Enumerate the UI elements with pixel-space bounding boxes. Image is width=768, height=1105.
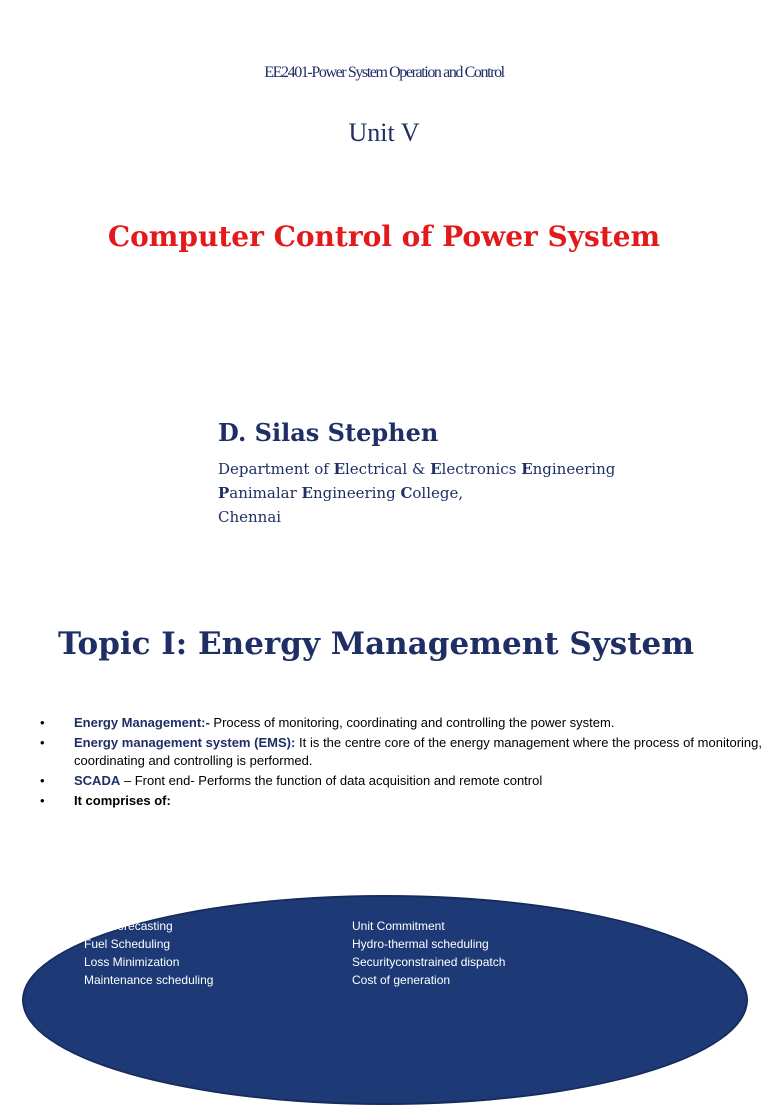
bullet-list xyxy=(40,714,762,812)
unit-heading: Unit V xyxy=(348,118,420,147)
dept-initial-1: E xyxy=(333,460,345,478)
bullet-item-energy-management xyxy=(40,714,762,732)
dept-text-1: Department of xyxy=(218,460,334,478)
function-item: Unit Commitment xyxy=(352,919,445,933)
bullet-item-scada xyxy=(40,772,762,790)
ellipse-left-column xyxy=(84,917,213,989)
bullet-text: It is the centre core of the energy management where the process of monitoring, coordinating and controlling is performed. xyxy=(74,735,762,768)
college-text-3: ollege, xyxy=(412,484,464,502)
author-name: D. Silas Stephen xyxy=(218,418,439,447)
college-text-1: animalar xyxy=(229,484,302,502)
bullet-item-comprises xyxy=(40,792,762,810)
function-item: Load forecasting xyxy=(84,919,173,933)
bullet-dot-icon: • xyxy=(40,773,45,788)
bullet-term: SCADA xyxy=(74,773,121,788)
college-text-2: ngineering xyxy=(312,484,401,502)
bullet-dot-icon: • xyxy=(40,715,45,730)
bullet-term: It comprises of: xyxy=(74,793,171,808)
college-initial-3: C xyxy=(400,484,413,502)
dept-initial-2: E xyxy=(430,460,442,478)
function-item: Maintenance scheduling xyxy=(84,973,214,987)
topic-title: Topic I: Energy Management System xyxy=(58,626,695,662)
function-item: Hydro-thermal scheduling xyxy=(352,937,489,951)
dept-text-3: lectronics xyxy=(441,460,522,478)
bullet-dot-icon: • xyxy=(40,793,45,808)
college-initial-1: P xyxy=(218,484,230,502)
bullet-dot-icon: • xyxy=(40,735,45,750)
function-item: Cost of generation xyxy=(352,973,451,987)
main-title: Computer Control of Power System xyxy=(107,220,661,253)
course-code: EE2401-Power System Operation and Control xyxy=(264,64,504,81)
department-line xyxy=(218,457,738,481)
college-initial-2: E xyxy=(301,484,313,502)
bullet-text: Process of monitoring, coordinating and controlling the power system. xyxy=(209,715,615,730)
college-line xyxy=(218,481,738,505)
dept-initial-3: E xyxy=(521,460,533,478)
bullet-term: Energy Management:- xyxy=(74,715,210,730)
city-line: Chennai xyxy=(218,508,282,526)
dept-text-2: lectrical & xyxy=(345,460,431,478)
function-item: Loss Minimization xyxy=(84,955,180,969)
function-item: Securityconstrained dispatch xyxy=(352,955,506,969)
function-item: Fuel Scheduling xyxy=(84,937,171,951)
dept-text-4: ngineering xyxy=(532,460,616,478)
bullet-item-ems xyxy=(40,734,762,770)
author-block xyxy=(218,418,738,529)
bullet-term: Energy management system (EMS): xyxy=(74,735,296,750)
ellipse-right-column xyxy=(352,917,505,989)
bullet-text: – Front end- Performs the function of data acquisition and remote control xyxy=(120,773,543,788)
